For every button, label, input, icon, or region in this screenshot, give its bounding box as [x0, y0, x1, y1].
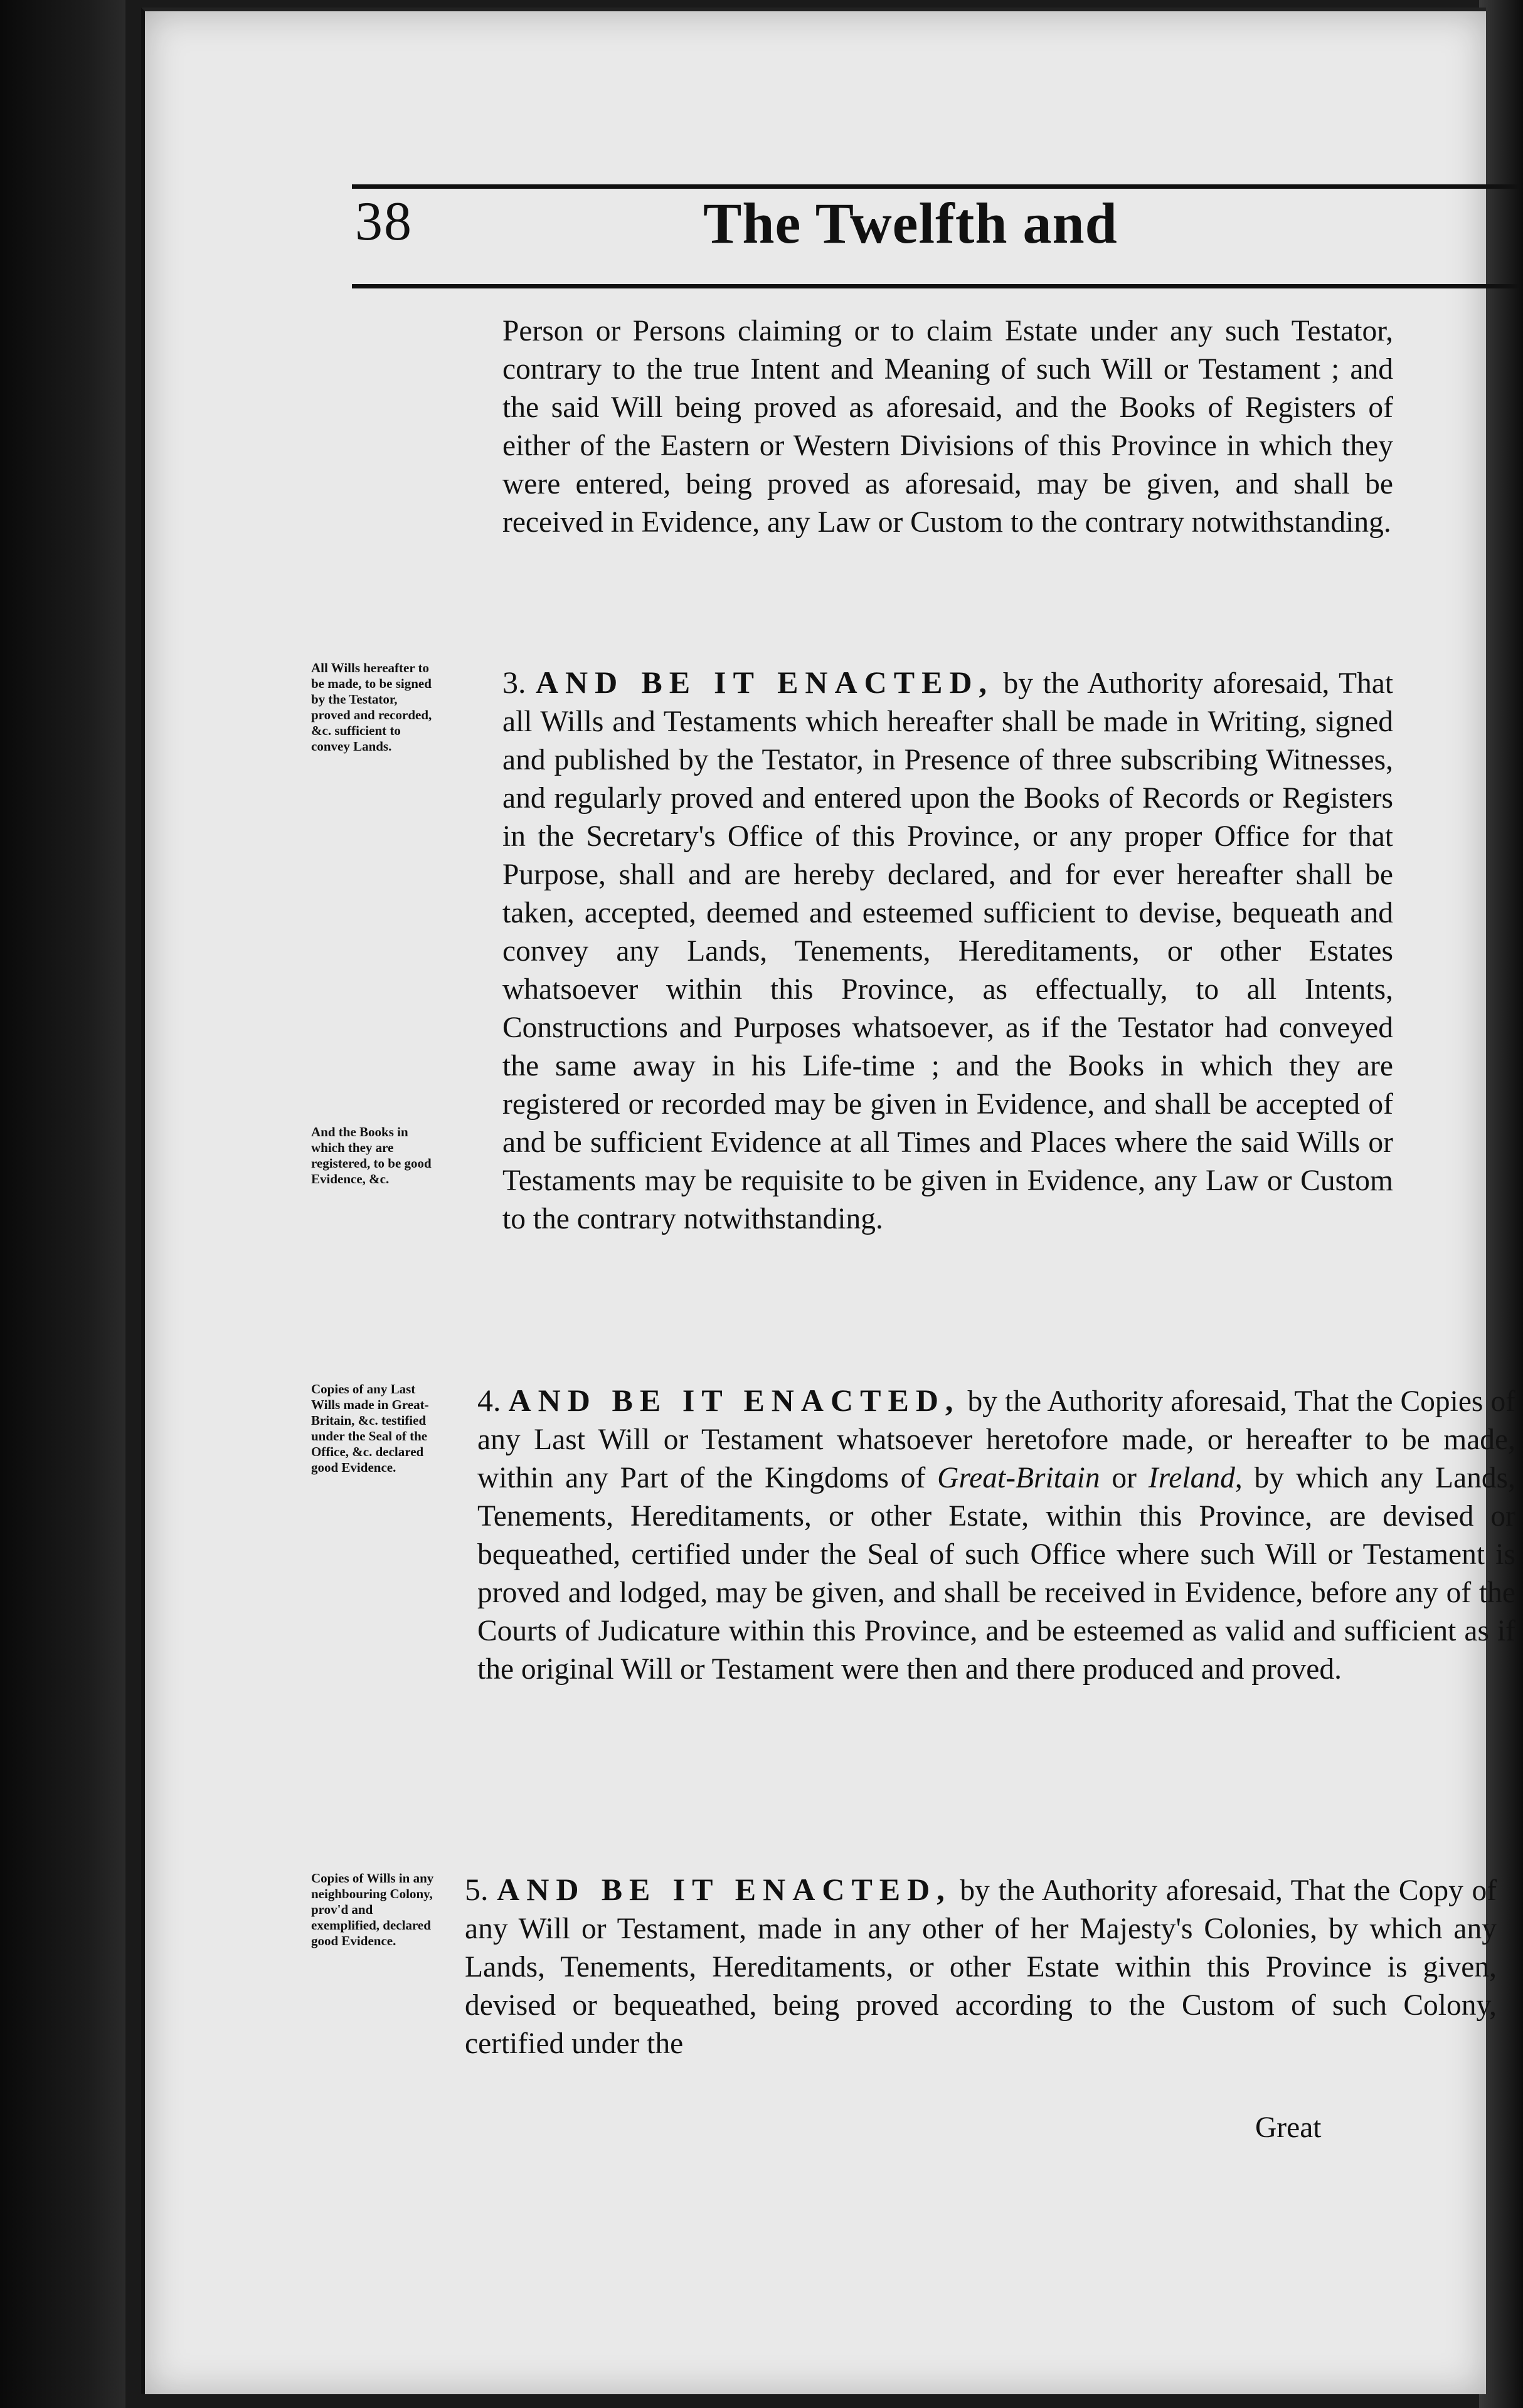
- section-3-paragraph: [502, 663, 1393, 1238]
- continuation-text: Person or Persons claiming or to claim Estate under any such Testator, contrary to the true Intent and Meaning of such Will or Testament ; and the said Will being proved as aforesaid, and the Books of Registers of either of the Eastern or Western Divisions of this Province in which they were entered, being proved as aforesaid, may be given, and shall be received in Evidence, any Law or Custom to the contrary notwithstanding.: [502, 315, 1393, 539]
- section-4-text-before: by the Authority aforesaid, That the Copies of any Last Will or Testament whatsoever heretofore made, or hereafter to be made, within any Part of the Kingdoms of: [477, 1385, 1516, 1494]
- section-5-enacting-clause: AND BE IT ENACTED,: [497, 1872, 952, 1907]
- catchword: Great: [1255, 2111, 1322, 2144]
- section-5-paragraph: [465, 1871, 1497, 2063]
- header-rule-bottom: [352, 284, 1519, 288]
- section-4-text-after: , by which any Lands, Tenements, Hereditaments, or other Estate, within this Province, are devised or bequeathed, certified under the Seal of such Office where such Will or Testament is proved and lodged, may be given, and shall be received in Evidence, before any of the Courts of Judicature within this Province, and be esteemed as valid and sufficient as if the original Will or Testament were then and there produced and proved.: [477, 1462, 1516, 1686]
- section-3-number: 3.: [502, 665, 526, 700]
- section-4-number: 4.: [477, 1383, 501, 1418]
- section-4-text-mid: or: [1100, 1462, 1149, 1494]
- place-great-britain: Great-Britain: [937, 1462, 1100, 1494]
- section-3-text: by the Authority aforesaid, That all Wills and Testaments which hereafter shall be made in Writing, signed and published by the Testator, in Presence of three subscribing Witnesses, and regularly proved and entered upon the Books of Records or Registers in the Secretary's Office of this Province, or any proper Office for that Purpose, shall and are hereby declared, and for ever hereafter shall be taken, accepted, deemed and esteemed sufficient to devise, bequeath and convey any Lands, Tenements, Hereditaments, or other Estates whatsoever within this Province, as effectually, to all Intents, Constructions and Purposes whatsoever, as if the Testator had conveyed the same away in his Life-time ; and the Books in which they are registered or recorded may be given in Evidence, and shall be accepted of and be sufficient Evidence at all Times and Places where the said Wills or Testaments may be requisite to be given in Evidence, any Law or Custom to the contrary notwithstanding.: [502, 667, 1394, 1235]
- section-5-number: 5.: [465, 1872, 489, 1907]
- margin-note-wills: All Wills hereafter to be made, to be signed by the Testator, proved and recorded, &c. sufficient to convey Lands.: [311, 660, 432, 754]
- scan-left-border: [0, 0, 125, 2408]
- place-ireland: Ireland: [1148, 1462, 1235, 1494]
- margin-note-copies-colony: Copies of Wills in any neighbouring Colony, prov'd and exemplified, declared good Evidence.: [311, 1871, 434, 1948]
- header-rule-top: [352, 184, 1519, 189]
- continuation-paragraph: [502, 312, 1393, 542]
- section-4-paragraph: [477, 1381, 1515, 1689]
- section-5-text: by the Authority aforesaid, That the Copy of any Will or Testament, made in any other of her Majesty's Colonies, by which any Lands, Tenements, Hereditaments, or other Estate within this Province is given, devised or bequeathed, being proved according to the Custom of such Colony, certified under the: [465, 1874, 1497, 2060]
- margin-note-books: And the Books in which they are registered, to be good Evidence, &c.: [311, 1124, 432, 1186]
- running-head: The Twelfth and: [703, 191, 1118, 255]
- section-4-enacting-clause: AND BE IT ENACTED,: [508, 1383, 960, 1418]
- section-3-enacting-clause: AND BE IT ENACTED,: [535, 665, 994, 700]
- page-number: 38: [355, 191, 413, 252]
- margin-note-copies-great-britain: Copies of any Last Wills made in Great-Britain, &c. testified under the Seal of the Office, &c. declared good Evidence.: [311, 1381, 429, 1475]
- document-page: [141, 8, 1516, 2394]
